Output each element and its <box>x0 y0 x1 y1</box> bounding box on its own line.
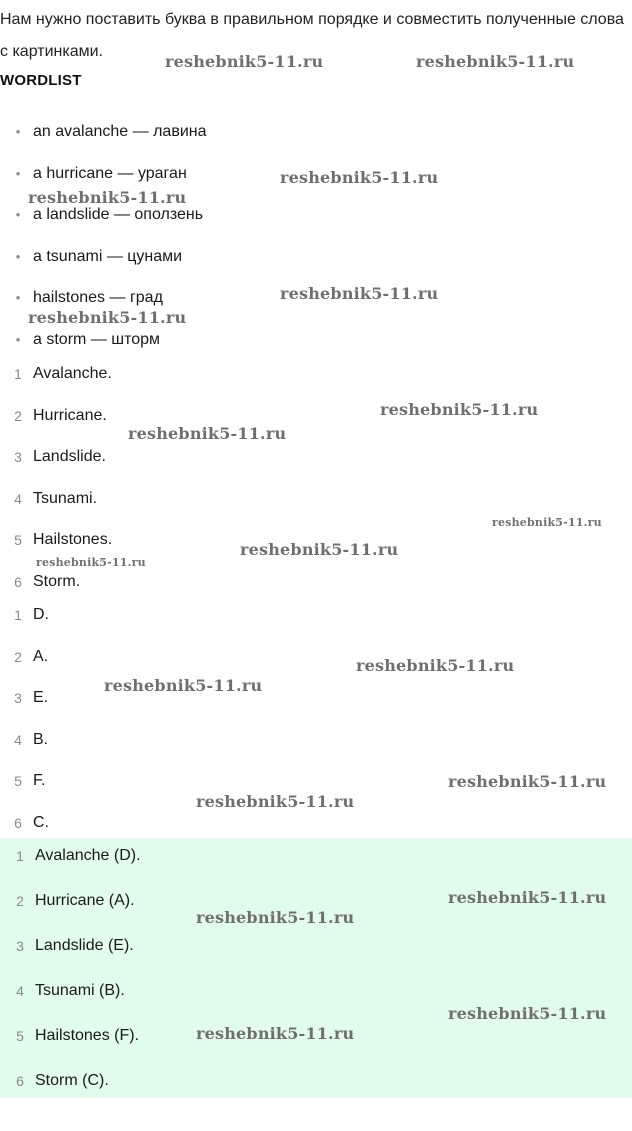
watermark: reshebnik5-11.ru <box>165 52 324 71</box>
bullet-marker: • <box>15 165 21 181</box>
item-number: 2 <box>14 648 22 665</box>
wordlist-item-text: an avalanche — лавина <box>33 123 207 140</box>
item-number: 6 <box>14 573 22 590</box>
bullet-marker: • <box>15 248 21 264</box>
item-text: Avalanche. <box>33 365 112 382</box>
item-text: F. <box>33 772 46 790</box>
item-text: E. <box>33 689 49 707</box>
watermark: reshebnik5-11.ru <box>28 188 187 207</box>
watermark: reshebnik5-11.ru <box>196 792 355 811</box>
watermark: reshebnik5-11.ru <box>356 656 515 675</box>
item-number: 2 <box>16 893 24 909</box>
item-text: C. <box>33 813 49 831</box>
intro-text: Нам нужно поставить буква в правильном порядке и совместить полученные слова с картинками. <box>0 11 624 60</box>
answer-text: Hailstones (F). <box>35 1027 140 1044</box>
item-number: 4 <box>16 983 24 999</box>
bullet-marker: • <box>15 124 21 139</box>
item-number: 3 <box>14 449 22 466</box>
item-number: 1 <box>16 848 24 864</box>
answer-text: Landslide (E). <box>35 937 134 954</box>
bullet-marker: • <box>15 331 21 347</box>
watermark: reshebnik5-11.ru <box>492 516 602 529</box>
item-number: 6 <box>16 1073 24 1089</box>
wordlist-item-text: hailstones — град <box>33 289 163 307</box>
watermark: reshebnik5-11.ru <box>196 908 355 927</box>
item-number: 5 <box>14 773 22 790</box>
item-text: Hailstones. <box>33 531 113 549</box>
bullet-marker: • <box>15 290 21 306</box>
answer-text: Avalanche (D). <box>35 847 141 864</box>
item-number: 6 <box>14 814 22 831</box>
watermark: reshebnik5-11.ru <box>28 308 187 327</box>
item-number: 1 <box>14 607 22 623</box>
item-text: Hurricane. <box>33 406 107 424</box>
answer-box <box>0 838 632 1098</box>
item-number: 2 <box>14 407 22 424</box>
watermark: reshebnik5-11.ru <box>36 556 146 569</box>
item-text: Landslide. <box>33 448 106 466</box>
watermark: reshebnik5-11.ru <box>448 888 607 907</box>
wordlist-item-text: a storm — шторм <box>33 330 161 348</box>
watermark: reshebnik5-11.ru <box>280 168 439 187</box>
item-number: 5 <box>16 1028 24 1044</box>
wordlist-item-text: a tsunami — цунами <box>33 247 183 265</box>
wordlist-item-text: a landslide — оползень <box>33 206 204 224</box>
wordlist-heading: WORDLIST <box>0 72 82 89</box>
watermark: reshebnik5-11.ru <box>380 400 539 419</box>
answer-text: Storm (C). <box>35 1072 109 1089</box>
watermark: reshebnik5-11.ru <box>280 284 439 303</box>
watermark: reshebnik5-11.ru <box>104 676 263 695</box>
item-number: 3 <box>14 690 22 707</box>
answer-text: Hurricane (A). <box>35 892 135 909</box>
item-number: 4 <box>14 731 22 748</box>
item-number: 5 <box>14 532 22 549</box>
answer-text: Tsunami (B). <box>35 982 125 999</box>
watermark: reshebnik5-11.ru <box>416 52 575 71</box>
item-number: 1 <box>14 366 22 382</box>
item-text: A. <box>33 647 49 665</box>
wordlist-item-text: a hurricane — ураган <box>33 164 187 182</box>
watermark: reshebnik5-11.ru <box>448 772 607 791</box>
watermark: reshebnik5-11.ru <box>240 540 399 559</box>
item-text: Storm. <box>33 572 81 590</box>
watermark: reshebnik5-11.ru <box>128 424 287 443</box>
item-number: 4 <box>14 490 22 507</box>
item-number: 3 <box>16 938 24 954</box>
item-text: D. <box>33 606 49 623</box>
watermark: reshebnik5-11.ru <box>448 1004 607 1023</box>
bullet-marker: • <box>15 207 21 223</box>
item-text: Tsunami. <box>33 489 98 507</box>
watermark: reshebnik5-11.ru <box>196 1024 355 1043</box>
item-text: B. <box>33 730 49 748</box>
